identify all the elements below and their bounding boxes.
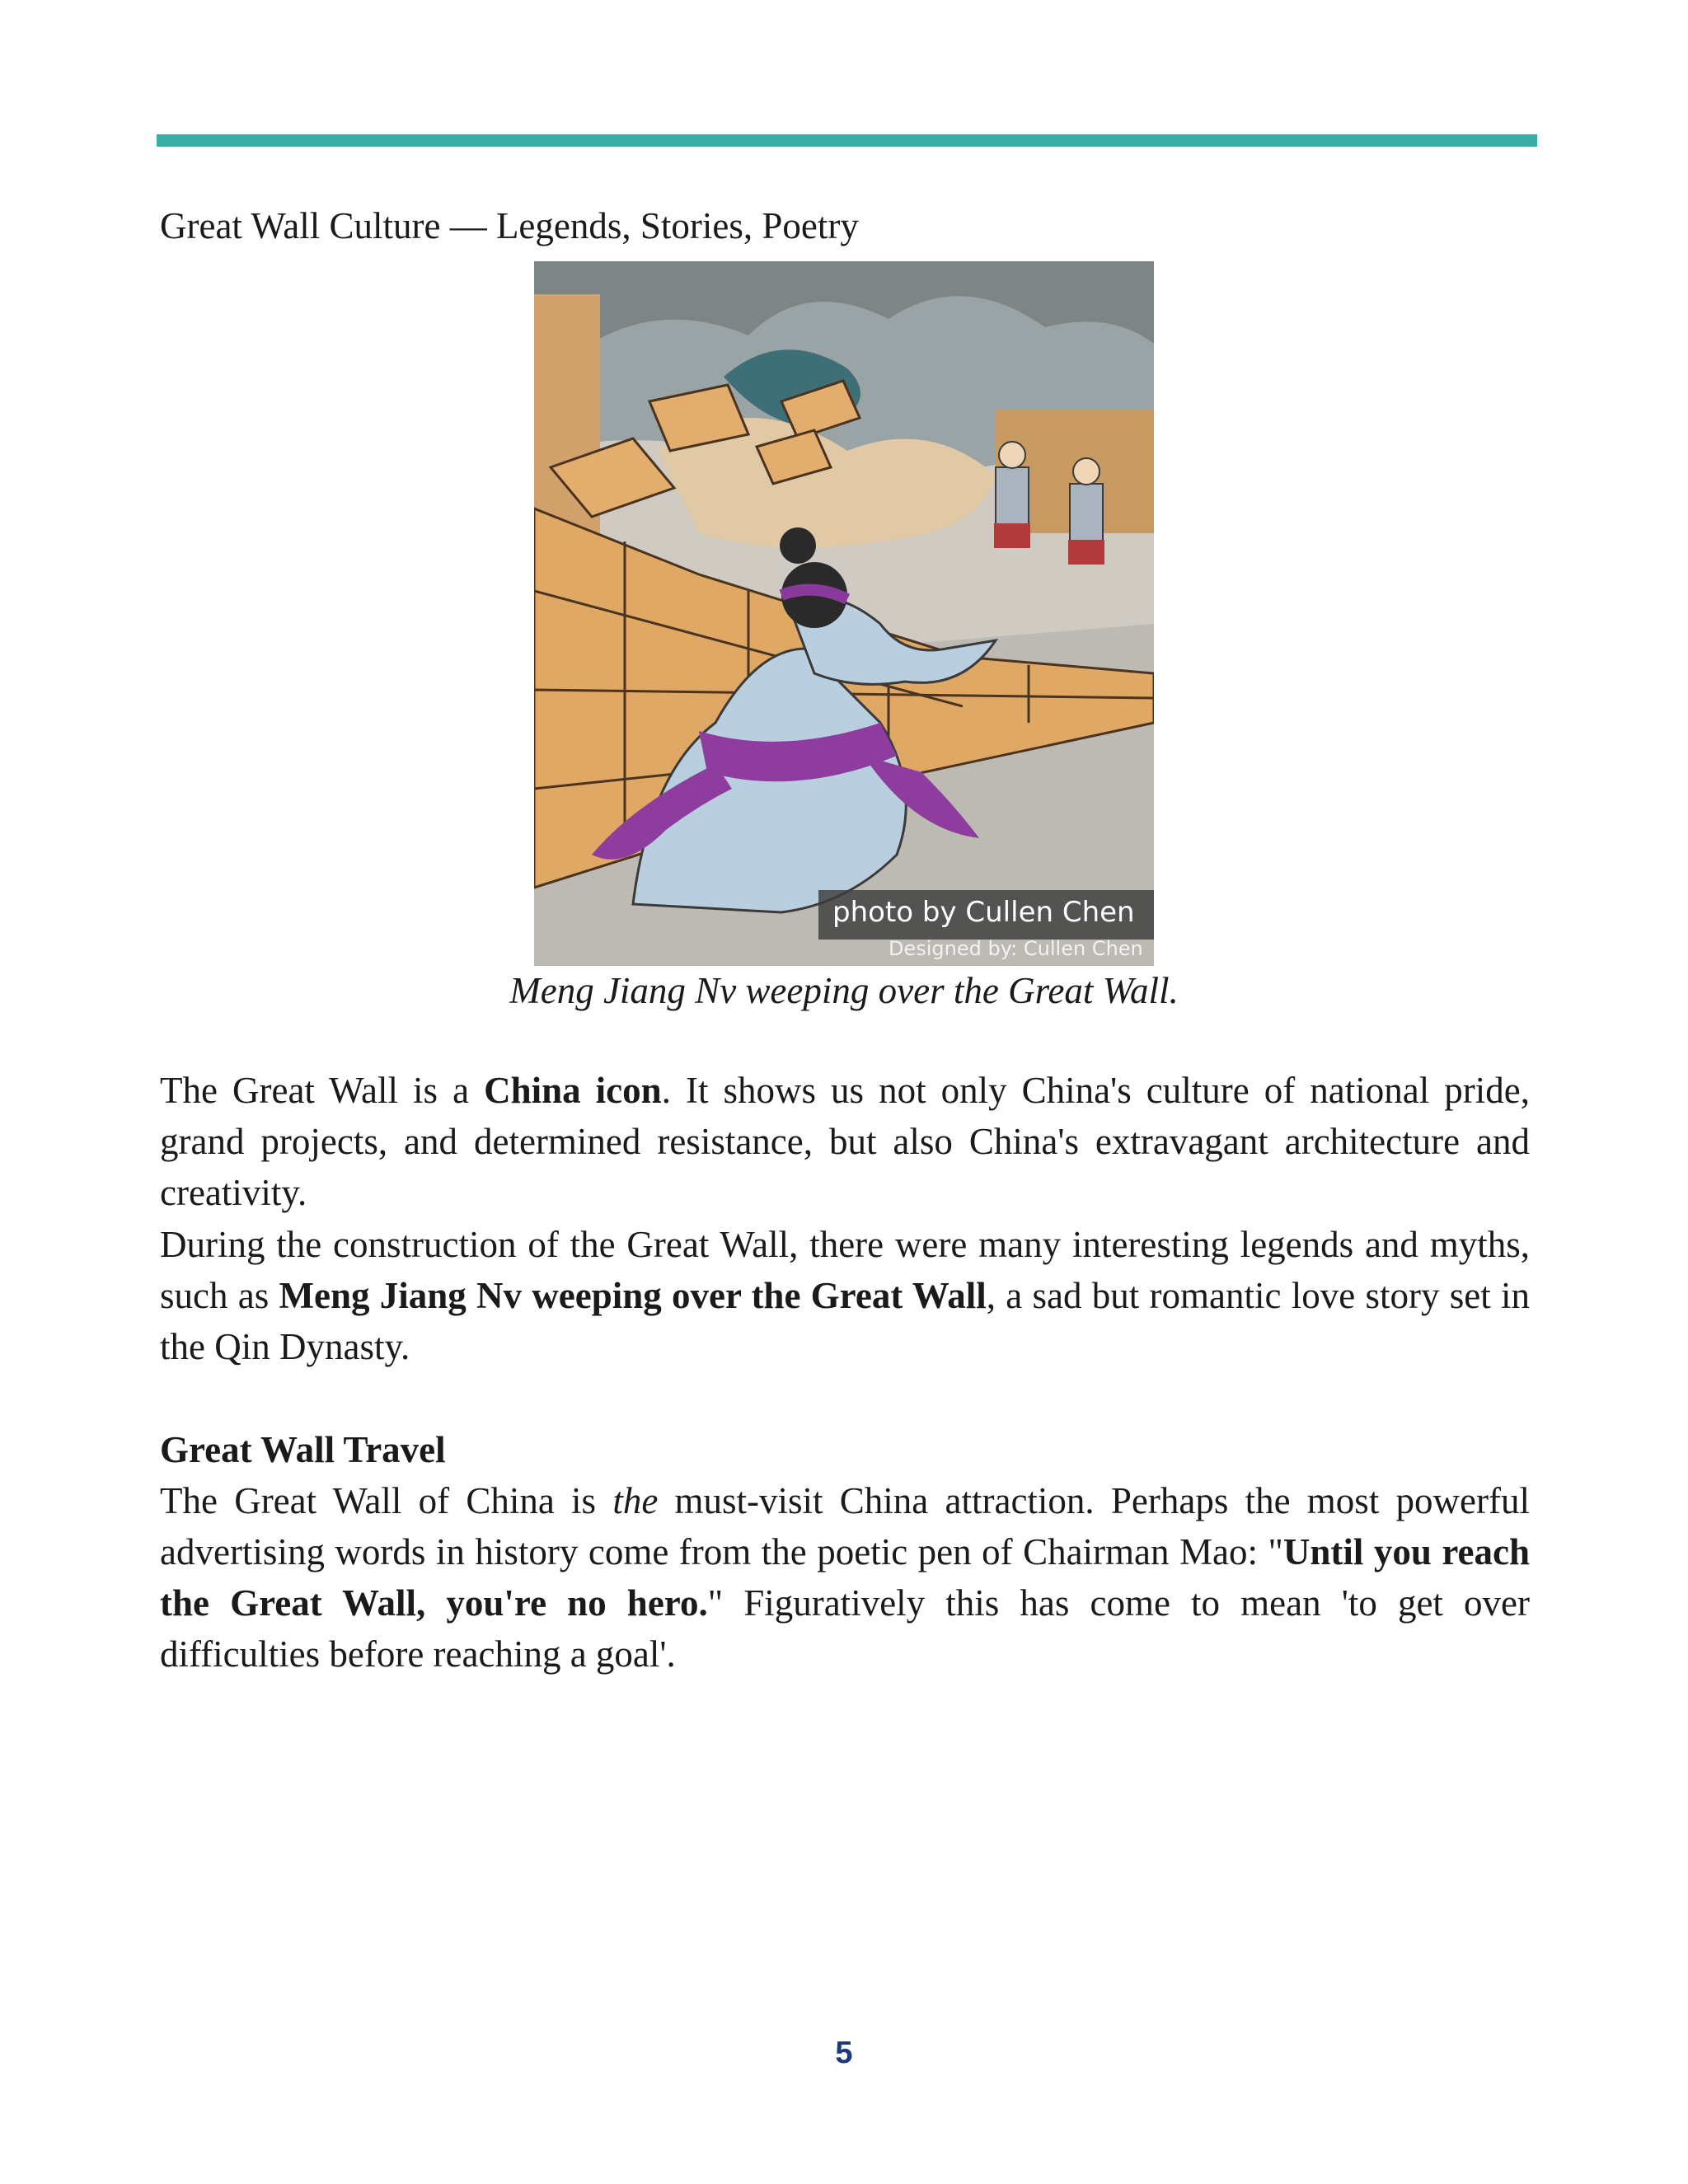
bold-phrase: China icon [484, 1070, 662, 1111]
figure-caption: Meng Jiang Nv weeping over the Great Wall. [509, 970, 1179, 1011]
bold-phrase: Meng Jiang Nv weeping over the Great Wall [279, 1275, 987, 1316]
paragraph-legends [160, 1219, 1530, 1372]
paragraph-text: " Figuratively this has come to mean 'to get over difficulties before reaching a goal'. [160, 1582, 1530, 1675]
italic-word: the [612, 1480, 659, 1521]
paragraph-text: must-visit China attraction. Perhaps the most powerful advertising words in history come from the poetic pen of Chairman Mao: " [160, 1480, 1530, 1572]
photo-credit: photo by Cullen Chen [832, 896, 1135, 929]
page-number: 5 [835, 2036, 853, 2070]
paragraph-travel [160, 1475, 1530, 1680]
illustration-figure [534, 261, 1154, 966]
paragraph-text: The Great Wall of China is [160, 1480, 613, 1521]
meng-jiang-nv-illustration [534, 261, 1154, 966]
heading-great-wall-travel: Great Wall Travel [160, 1429, 446, 1470]
header-rule [157, 134, 1537, 147]
designer-credit: Designed by: Cullen Chen [889, 937, 1143, 960]
paragraph-text: The Great Wall is a [160, 1070, 485, 1111]
section-title: Great Wall Culture — Legends, Stories, Poetry [160, 205, 859, 246]
bold-quote: Until you reach the Great Wall, you're no hero. [160, 1531, 1530, 1624]
paragraph-text: . It shows us not only China's culture of national pride, grand projects, and determined resistance, but also China's extravagant architecture and creativity. [160, 1070, 1530, 1213]
paragraph-text: During the construction of the Great Wall, there were many interesting legends and myths, such as [160, 1224, 1530, 1316]
paragraph-china-icon [160, 1065, 1530, 1218]
paragraph-text: , a sad but romantic love story set in the Qin Dynasty. [160, 1275, 1530, 1367]
